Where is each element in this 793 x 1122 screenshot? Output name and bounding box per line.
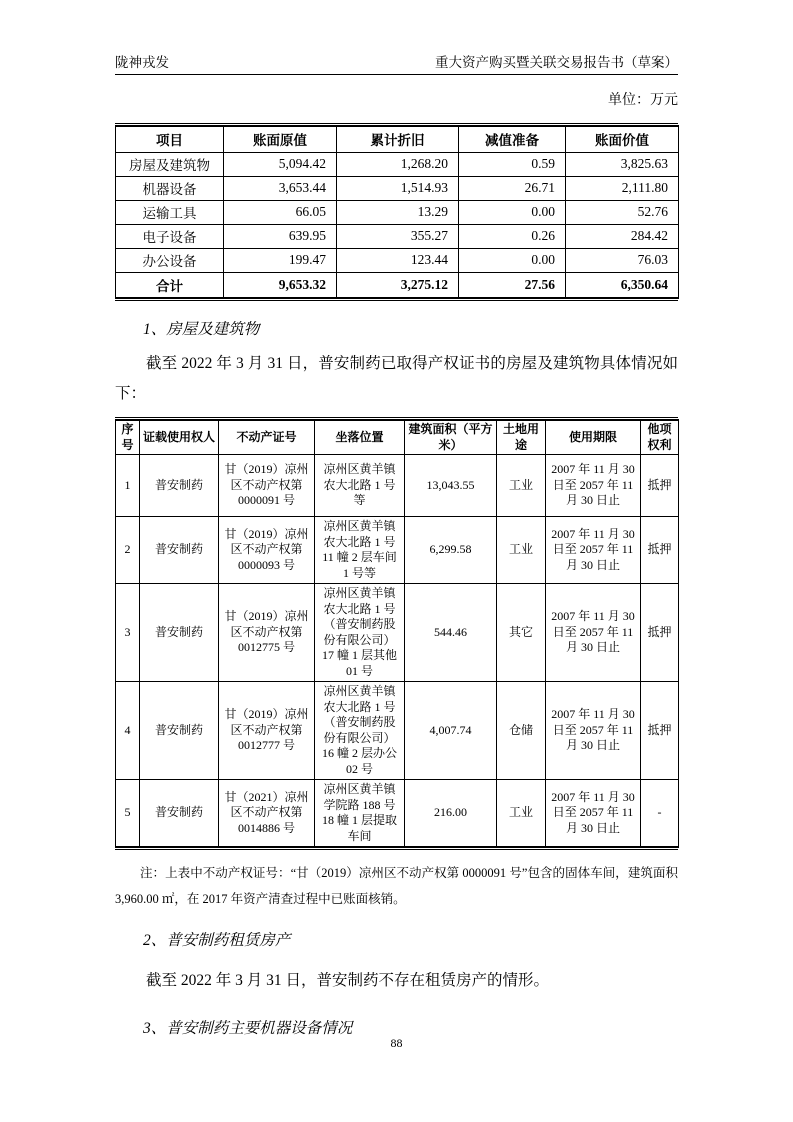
table-cell: 工业: [497, 780, 546, 848]
table-cell: 52.76: [566, 200, 679, 224]
table-cell: 6,299.58: [405, 517, 497, 584]
table-row: [116, 152, 679, 176]
property-table-head: [116, 420, 679, 455]
table-row: [116, 780, 679, 848]
column-header: 坐落位置: [315, 420, 405, 455]
table-cell: 凉州区黄羊镇学院路 188 号 18 幢 1 层提取车间: [315, 780, 405, 848]
column-header: 建筑面积（平方米）: [405, 420, 497, 455]
table-cell: 3,275.12: [337, 272, 459, 298]
table-cell: 0.26: [459, 224, 566, 248]
table-cell: 0.59: [459, 152, 566, 176]
table-cell: 544.46: [405, 584, 497, 682]
table-row: [116, 517, 679, 584]
table-row: [116, 176, 679, 200]
table-cell: 办公设备: [116, 248, 224, 272]
column-header: 不动产证号: [219, 420, 315, 455]
table-row: [116, 224, 679, 248]
column-header: 土地用途: [497, 420, 546, 455]
column-header: 累计折旧: [337, 126, 459, 152]
column-header: 项目: [116, 126, 224, 152]
table-cell: 3,653.44: [224, 176, 337, 200]
table-cell: 普安制药: [140, 455, 219, 517]
table-cell: 甘（2019）凉州区不动产权第 0012777 号: [219, 682, 315, 780]
table-note: 注：上表中不动产权证号：“甘（2019）凉州区不动产权第 0000091 号”包含的固体车间，建筑面积 3,960.00 ㎡，在 2017 年资产清查过程中已账面核销。: [115, 866, 678, 906]
property-table-frame: [115, 417, 678, 850]
table-cell: 2007 年 11 月 30 日至 2057 年 11 月 30 日止: [546, 455, 641, 517]
table-row: [116, 200, 679, 224]
column-header: 账面价值: [566, 126, 679, 152]
table-cell: 0.00: [459, 248, 566, 272]
table-cell: 9,653.32: [224, 272, 337, 298]
table-cell: 甘（2019）凉州区不动产权第 0000091 号: [219, 455, 315, 517]
table-cell: 26.71: [459, 176, 566, 200]
table-cell: 3: [116, 584, 140, 682]
table-cell: 合计: [116, 272, 224, 298]
table-cell: 运输工具: [116, 200, 224, 224]
section-2-paragraph: 截至 2022 年 3 月 31 日，普安制药不存在租赁房产的情形。: [146, 972, 550, 989]
header-report-title: 重大资产购买暨关联交易报告书（草案）: [435, 55, 678, 70]
section-1-heading: 1、房屋及建筑物: [143, 321, 260, 338]
table-cell: 13.29: [337, 200, 459, 224]
table-cell: 2007 年 11 月 30 日至 2057 年 11 月 30 日止: [546, 584, 641, 682]
column-header: 证载使用权人: [140, 420, 219, 455]
table-cell: 凉州区黄羊镇农大北路 1 号（普安制药股份有限公司）17 幢 1 层其他 01 号: [315, 584, 405, 682]
asset-table-head: [116, 126, 679, 152]
column-header: 他项权利: [641, 420, 679, 455]
table-cell: 抵押: [641, 682, 679, 780]
table-cell: 66.05: [224, 200, 337, 224]
table-cell: 5: [116, 780, 140, 848]
asset-table: [115, 125, 679, 299]
table-cell: 凉州区黄羊镇农大北路 1 号（普安制药股份有限公司）16 幢 2 层办公 02 号: [315, 682, 405, 780]
table-cell: 抵押: [641, 584, 679, 682]
column-header: 减值准备: [459, 126, 566, 152]
column-header: 账面原值: [224, 126, 337, 152]
asset-table-total-row: [116, 272, 679, 298]
table-cell: 普安制药: [140, 682, 219, 780]
asset-table-header-row: [116, 126, 679, 152]
table-row: [116, 584, 679, 682]
table-cell: 2,111.80: [566, 176, 679, 200]
table-cell: 2007 年 11 月 30 日至 2057 年 11 月 30 日止: [546, 780, 641, 848]
property-table-body: [116, 455, 679, 848]
table-row: [116, 682, 679, 780]
table-cell: 甘（2019）凉州区不动产权第 0000093 号: [219, 517, 315, 584]
table-cell: 639.95: [224, 224, 337, 248]
table-cell: 其它: [497, 584, 546, 682]
table-cell: 房屋及建筑物: [116, 152, 224, 176]
table-cell: 27.56: [459, 272, 566, 298]
page-number: 88: [390, 1036, 403, 1050]
asset-table-footer: [116, 272, 679, 298]
table-cell: 216.00: [405, 780, 497, 848]
column-header: 使用期限: [546, 420, 641, 455]
table-cell: 13,043.55: [405, 455, 497, 517]
table-cell: 凉州区黄羊镇农大北路 1 号等: [315, 455, 405, 517]
table-cell: 普安制药: [140, 780, 219, 848]
section-3-heading: 3、普安制药主要机器设备情况: [143, 1020, 353, 1037]
document-header: [115, 0, 678, 75]
table-cell: 抵押: [641, 517, 679, 584]
section-1-paragraph: 截至 2022 年 3 月 31 日，普安制药已取得产权证书的房屋及建筑物具体情况如下：: [115, 355, 678, 402]
table-row: [116, 248, 679, 272]
unit-label: 单位：万元: [608, 93, 678, 108]
section-2-heading: 2、普安制药租赁房产: [143, 932, 291, 949]
property-table: [115, 419, 679, 848]
table-cell: 1: [116, 455, 140, 517]
table-cell: 0.00: [459, 200, 566, 224]
asset-table-body: [116, 152, 679, 272]
table-cell: 4,007.74: [405, 682, 497, 780]
table-cell: 1,268.20: [337, 152, 459, 176]
asset-table-frame: [115, 123, 678, 301]
table-cell: 5,094.42: [224, 152, 337, 176]
column-header: 序号: [116, 420, 140, 455]
property-table-header-row: [116, 420, 679, 455]
table-cell: 76.03: [566, 248, 679, 272]
table-cell: 4: [116, 682, 140, 780]
table-cell: 2007 年 11 月 30 日至 2057 年 11 月 30 日止: [546, 517, 641, 584]
table-cell: 电子设备: [116, 224, 224, 248]
table-cell: 2007 年 11 月 30 日至 2057 年 11 月 30 日止: [546, 682, 641, 780]
table-cell: 199.47: [224, 248, 337, 272]
table-cell: 284.42: [566, 224, 679, 248]
table-cell: -: [641, 780, 679, 848]
table-cell: 6,350.64: [566, 272, 679, 298]
table-cell: 普安制药: [140, 517, 219, 584]
table-cell: 甘（2021）凉州区不动产权第 0014886 号: [219, 780, 315, 848]
table-cell: 仓储: [497, 682, 546, 780]
table-cell: 123.44: [337, 248, 459, 272]
table-cell: 355.27: [337, 224, 459, 248]
table-row: [116, 455, 679, 517]
table-cell: 3,825.63: [566, 152, 679, 176]
table-cell: 机器设备: [116, 176, 224, 200]
table-cell: 抵押: [641, 455, 679, 517]
header-company-name: 陇神戎发: [115, 55, 169, 70]
table-cell: 凉州区黄羊镇农大北路 1 号 11 幢 2 层车间 1 号等: [315, 517, 405, 584]
table-cell: 普安制药: [140, 584, 219, 682]
table-cell: 工业: [497, 455, 546, 517]
table-cell: 2: [116, 517, 140, 584]
table-cell: 工业: [497, 517, 546, 584]
table-cell: 甘（2019）凉州区不动产权第 0012775 号: [219, 584, 315, 682]
table-cell: 1,514.93: [337, 176, 459, 200]
page-content: [115, 0, 678, 1040]
